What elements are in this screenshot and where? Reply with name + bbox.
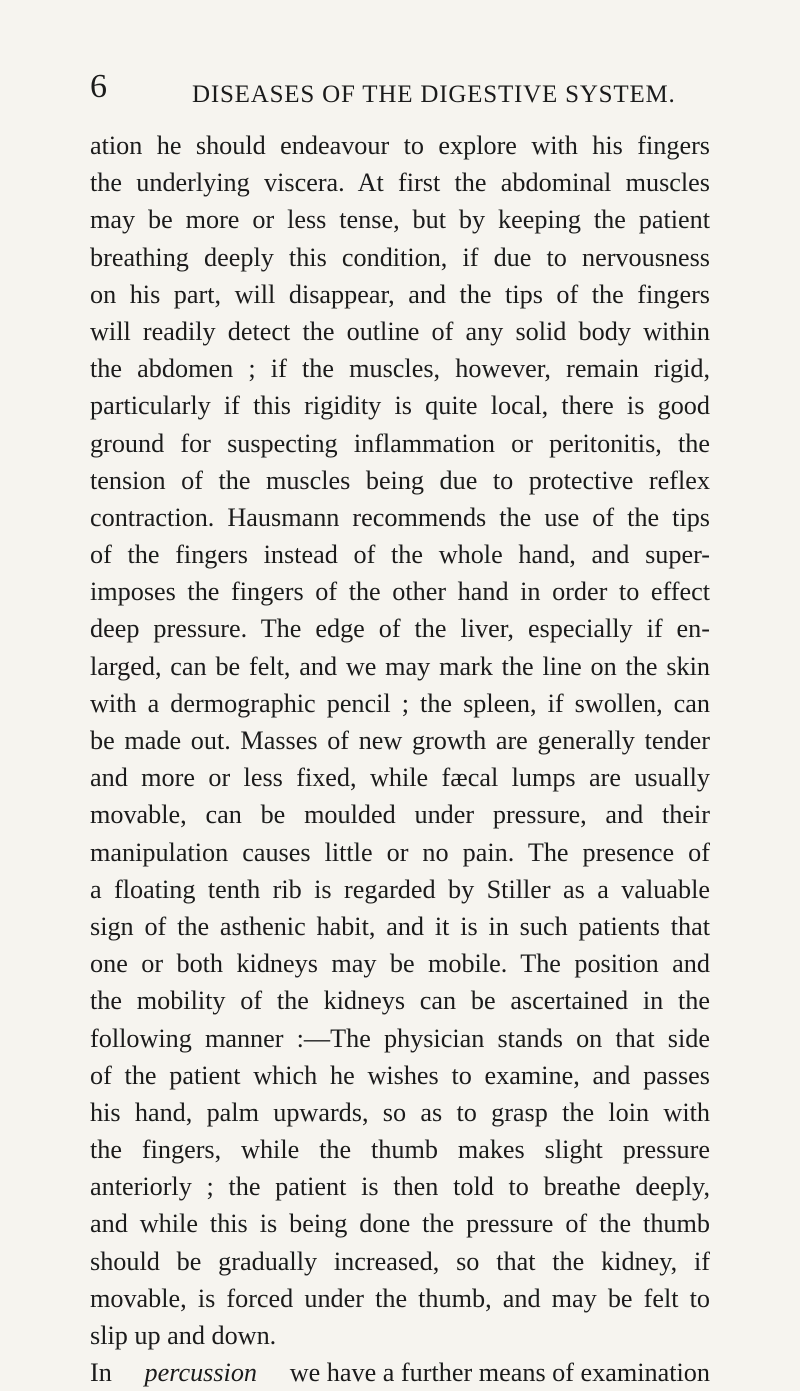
text-line: one or both kidneys may be mobile. The position and bbox=[90, 949, 710, 979]
page-header bbox=[90, 70, 710, 110]
text-line: may be more or less tense, but by keeping the patient bbox=[90, 205, 710, 235]
text-line: and while this is being done the pressure of the thumb bbox=[90, 1209, 710, 1239]
text-line: deep pressure. The edge of the liver, especially if en- bbox=[90, 614, 710, 644]
text-line: and more or less fixed, while fæcal lumps are usually bbox=[90, 763, 710, 793]
text-line: on his part, will disappear, and the tips of the fingers bbox=[90, 279, 710, 309]
final-line-italic-term: percussion bbox=[144, 1358, 258, 1388]
text-line: will readily detect the outline of any solid body within bbox=[90, 316, 710, 346]
page-number: 6 bbox=[90, 68, 107, 105]
text-line: anteriorly ; the patient is then told to breathe deeply, bbox=[90, 1172, 710, 1202]
text-line: the abdomen ; if the muscles, however, remain rigid, bbox=[90, 354, 710, 384]
text-line: ation he should endeavour to explore with his fingers bbox=[90, 131, 710, 160]
text-line: be made out. Masses of new growth are generally tender bbox=[90, 726, 710, 755]
text-line: sign of the asthenic habit, and it is in such patients that bbox=[90, 911, 710, 941]
text-line: of the fingers instead of the whole hand, and super- bbox=[90, 540, 710, 570]
text-line: following manner :—The physician stands on that side bbox=[90, 1023, 710, 1053]
text-line: the underlying viscera. At first the abdominal muscles bbox=[90, 168, 710, 198]
text-line: the fingers, while the thumb makes slight pressure bbox=[90, 1135, 710, 1165]
text-line: ground for suspecting inflammation or peritonitis, the bbox=[90, 428, 710, 458]
text-line: breathing deeply this condition, if due to nervousness bbox=[90, 242, 710, 272]
text-line: movable, can be moulded under pressure, and their bbox=[90, 800, 710, 830]
text-line: should be gradually increased, so that the kidney, if bbox=[90, 1246, 710, 1276]
text-line: imposes the fingers of the other hand in order to effect bbox=[90, 577, 710, 607]
text-line: contraction. Hausmann recommends the use of the tips bbox=[90, 502, 710, 532]
text-line: particularly if this rigidity is quite local, there is good bbox=[90, 391, 710, 421]
final-line-rest: we have a further means of examination bbox=[289, 1358, 710, 1388]
text-line: larged, can be felt, and we may mark the line on the skin bbox=[90, 651, 710, 681]
body-text bbox=[90, 127, 710, 1391]
text-line-percussion bbox=[90, 1354, 710, 1391]
text-line: with a dermographic pencil ; the spleen, if swollen, can bbox=[90, 688, 710, 718]
text-line: the mobility of the kidneys can be ascertained in the bbox=[90, 986, 710, 1016]
text-line: manipulation causes little or no pain. The presence of bbox=[90, 837, 710, 867]
running-head: DISEASES OF THE DIGESTIVE SYSTEM. bbox=[192, 81, 676, 108]
text-line: of the patient which he wishes to examine, and passes bbox=[90, 1060, 710, 1090]
text-line: tension of the muscles being due to protective reflex bbox=[90, 465, 710, 495]
text-line: movable, is forced under the thumb, and may be felt to bbox=[90, 1283, 710, 1313]
text-line: his hand, palm upwards, so as to grasp the loin with bbox=[90, 1097, 710, 1127]
text-line: a floating tenth rib is regarded by Stiller as a valuable bbox=[90, 874, 710, 904]
final-line-lead: In bbox=[90, 1358, 112, 1388]
text-line: slip up and down. bbox=[90, 1321, 277, 1350]
